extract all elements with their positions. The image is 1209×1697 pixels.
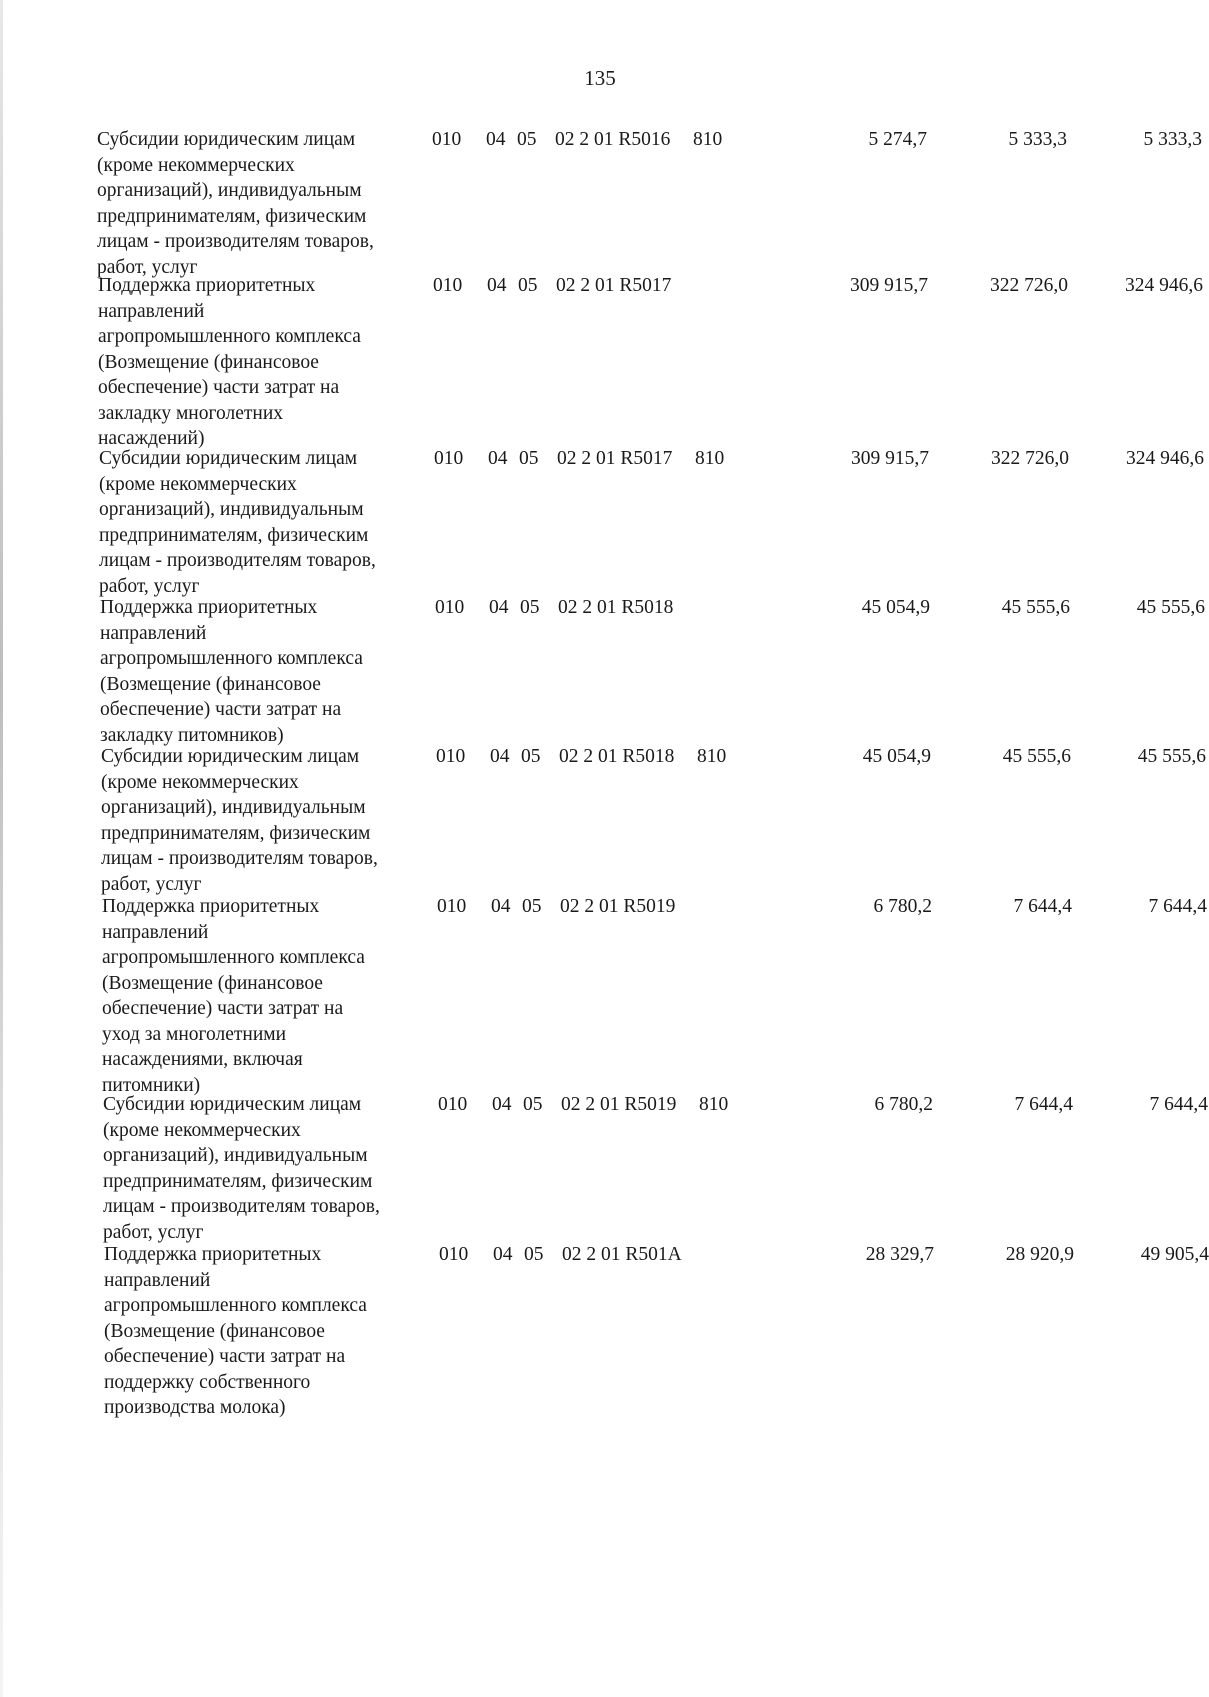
admin-code: 010 (438, 1094, 468, 1115)
amount-year-2: 7 644,4 (1013, 896, 1072, 917)
table-row (98, 273, 1203, 449)
target-article-code: 02 2 01 R5018 (559, 746, 675, 767)
amount-year-2: 45 555,6 (1002, 746, 1071, 767)
amount-year-2: 322 726,0 (991, 448, 1069, 469)
amount-year-2: 45 555,6 (1001, 597, 1070, 618)
section-code: 04 (487, 275, 507, 296)
amount-year-1: 28 329,7 (865, 1244, 934, 1265)
amount-year-2: 28 920,9 (1005, 1244, 1074, 1265)
table-row (100, 595, 1205, 746)
target-article-code: 02 2 01 R5019 (560, 896, 676, 917)
amount-year-2: 7 644,4 (1014, 1094, 1073, 1115)
amount-year-3: 324 946,6 (1125, 275, 1203, 296)
admin-code: 010 (433, 275, 463, 296)
target-article-code: 02 2 01 R5019 (561, 1094, 677, 1115)
table-row (103, 1092, 1208, 1243)
amount-year-1: 45 054,9 (861, 597, 930, 618)
amount-year-2: 322 726,0 (990, 275, 1068, 296)
amount-year-3: 7 644,4 (1148, 896, 1207, 917)
subsection-code: 05 (517, 129, 537, 150)
row-description: Субсидии юридическим лицам (кроме некоммерческих организаций), индивидуальным предпринимателям, физическим лицам - производителям товаров, работ, услуг (99, 448, 376, 597)
row-description: Поддержка приоритетных направлений агропромышленного комплекса (Возмещение (финансовое обеспечение) части затрат на уход за многолетними насаждениями, включая питомники) (102, 896, 365, 1096)
amount-year-3: 45 555,6 (1137, 746, 1206, 767)
amount-year-1: 6 780,2 (874, 1094, 933, 1115)
table-row (102, 894, 1207, 1096)
amount-year-1: 6 780,2 (873, 896, 932, 917)
table-row (97, 127, 1202, 278)
amount-year-1: 45 054,9 (862, 746, 931, 767)
row-description: Поддержка приоритетных направлений агропромышленного комплекса (Возмещение (финансовое обеспечение) части затрат на поддержку собственного производства молока) (104, 1244, 367, 1418)
admin-code: 010 (436, 746, 466, 767)
subsection-code: 05 (518, 275, 538, 296)
subsection-code: 05 (524, 1244, 544, 1265)
section-code: 04 (489, 597, 509, 618)
amount-year-3: 49 905,4 (1140, 1244, 1209, 1265)
target-article-code: 02 2 01 R5018 (558, 597, 674, 618)
row-description: Поддержка приоритетных направлений агропромышленного комплекса (Возмещение (финансовое обеспечение) части затрат на закладку многолетних насаждений) (98, 275, 361, 449)
section-code: 04 (490, 746, 510, 767)
target-article-code: 02 2 01 R5017 (556, 275, 672, 296)
admin-code: 010 (439, 1244, 469, 1265)
subsection-code: 05 (523, 1094, 543, 1115)
subsection-code: 05 (522, 896, 542, 917)
amount-year-1: 309 915,7 (851, 448, 929, 469)
section-code: 04 (492, 1094, 512, 1115)
expense-type-code: 810 (699, 1094, 729, 1115)
target-article-code: 02 2 01 R5016 (555, 129, 671, 150)
section-code: 04 (488, 448, 508, 469)
amount-year-3: 5 333,3 (1143, 129, 1202, 150)
target-article-code: 02 2 01 R5017 (557, 448, 673, 469)
table-row (99, 446, 1204, 597)
subsection-code: 05 (521, 746, 541, 767)
page-number: 135 (584, 66, 616, 90)
amount-year-2: 5 333,3 (1008, 129, 1067, 150)
table-row (104, 1242, 1209, 1422)
budget-table (97, 127, 1209, 1422)
amount-year-1: 5 274,7 (868, 129, 927, 150)
row-description: Субсидии юридическим лицам (кроме некоммерческих организаций), индивидуальным предпринимателям, физическим лицам - производителям товаров, работ, услуг (97, 129, 374, 278)
row-description: Субсидии юридическим лицам (кроме некоммерческих организаций), индивидуальным предпринимателям, физическим лицам - производителям товаров, работ, услуг (103, 1094, 380, 1243)
expense-type-code: 810 (697, 746, 727, 767)
row-description: Субсидии юридическим лицам (кроме некоммерческих организаций), индивидуальным предпринимателям, физическим лицам - производителям товаров, работ, услуг (101, 746, 378, 895)
expense-type-code: 810 (693, 129, 723, 150)
target-article-code: 02 2 01 R501A (562, 1244, 682, 1265)
admin-code: 010 (435, 597, 465, 618)
subsection-code: 05 (519, 448, 539, 469)
section-code: 04 (491, 896, 511, 917)
expense-type-code: 810 (695, 448, 725, 469)
section-code: 04 (486, 129, 506, 150)
admin-code: 010 (432, 129, 462, 150)
amount-year-3: 7 644,4 (1149, 1094, 1208, 1115)
admin-code: 010 (434, 448, 464, 469)
amount-year-3: 45 555,6 (1136, 597, 1205, 618)
admin-code: 010 (437, 896, 467, 917)
table-row (101, 744, 1206, 895)
amount-year-1: 309 915,7 (850, 275, 928, 296)
subsection-code: 05 (520, 597, 540, 618)
section-code: 04 (493, 1244, 513, 1265)
row-description: Поддержка приоритетных направлений агропромышленного комплекса (Возмещение (финансовое обеспечение) части затрат на закладку питомников) (100, 597, 363, 746)
scan-edge (0, 0, 3, 1697)
amount-year-3: 324 946,6 (1126, 448, 1204, 469)
